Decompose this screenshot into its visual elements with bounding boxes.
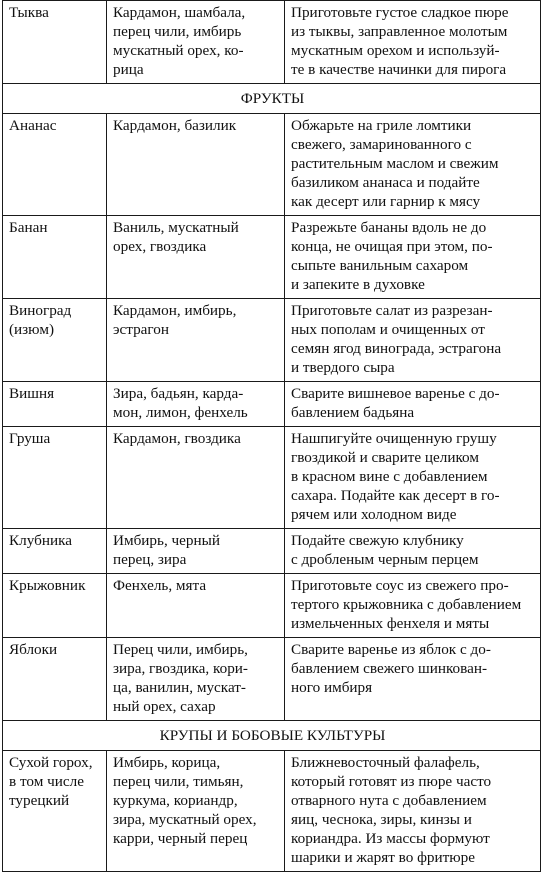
cell-text-line: Приготовьте салат из разрезан- (291, 302, 493, 319)
cell-text-line: Кардамон, имбирь, (113, 302, 237, 319)
recipe-tip-cell (285, 299, 541, 382)
recipe-tip-cell (285, 427, 541, 529)
table-row (3, 299, 541, 382)
cell-text-line: отварного нута с добавлением (291, 792, 487, 809)
cell-text-line: перец чили, имбирь (113, 23, 242, 40)
spices-cell (107, 1, 285, 84)
cell-text-line: Подайте свежую клубнику (291, 532, 464, 549)
cell-text-line: перец, зира (113, 551, 187, 568)
cell-text-line: карри, черный перец (113, 830, 248, 847)
cell-text-line: ный орех, сахар (113, 698, 216, 715)
cell-text-line: Кардамон, гвоздика (113, 430, 241, 447)
cell-text-line: Сухой горох, (9, 754, 93, 771)
table-row (3, 1, 541, 84)
product-cell (3, 216, 107, 299)
table-row (3, 216, 541, 299)
cell-text-line: ных пополам и очищенных от (291, 321, 485, 338)
cell-text-line: Зира, бадьян, карда- (113, 385, 244, 402)
cell-text-line: Виноград (9, 302, 72, 319)
section-header-row (3, 84, 541, 114)
recipe-tip-cell (285, 1, 541, 84)
cell-text-line: Тыква (9, 4, 49, 21)
cell-text-line: бавлением бадьяна (291, 404, 415, 421)
cell-text-line: зира, гвоздика, кори- (113, 660, 248, 677)
cell-text-line: Фенхель, мята (113, 577, 207, 594)
spices-cell (107, 382, 285, 427)
cell-text-line: измельченных фенхеля и мяты (291, 615, 490, 632)
cell-text-line: как десерт или гарнир к мясу (291, 193, 481, 210)
table-row (3, 529, 541, 574)
spices-cell (107, 114, 285, 216)
table-row (3, 382, 541, 427)
product-cell (3, 751, 107, 872)
cell-text-line: Кардамон, базилик (113, 117, 237, 134)
cell-text-line: перец чили, тимьян, (113, 773, 244, 790)
cell-text-line: из тыквы, заправленное молотым (291, 23, 508, 40)
spices-cell (107, 299, 285, 382)
spices-cell (107, 529, 285, 574)
cell-text-line: Разрежьте бананы вдоль не до (291, 219, 487, 236)
cell-text-line: зира, мускатный орех, (113, 811, 257, 828)
cell-text-line: турецкий (9, 792, 70, 809)
cell-text-line: Ваниль, мускатный (113, 219, 239, 236)
cell-text-line: (изюм) (9, 321, 54, 338)
cell-text-line: семян ягод винограда, эстрагона (291, 340, 502, 357)
cell-text-line: Сварите вишневое варенье с до- (291, 385, 500, 402)
cell-text-line: сахара. Подайте как десерт в го- (291, 487, 500, 504)
cell-text-line: Ближневосточный фалафель, (291, 754, 480, 771)
spices-cell (107, 574, 285, 638)
cell-text-line: Яблоки (9, 641, 58, 658)
cell-text-line: бавлением свежего шинкован- (291, 660, 488, 677)
recipe-tip-cell (285, 751, 541, 872)
cell-text-line: конца, не очищая при этом, по- (291, 238, 493, 255)
cell-text-line: гвоздикой и сварите целиком (291, 449, 479, 466)
cell-text-line: ного имбиря (291, 679, 373, 696)
cell-text-line: Груша (9, 430, 51, 447)
table-row (3, 427, 541, 529)
recipe-tip-cell (285, 382, 541, 427)
product-cell (3, 529, 107, 574)
cell-text-line: Банан (9, 219, 48, 236)
spices-cell (107, 751, 285, 872)
recipe-tip-cell (285, 216, 541, 299)
cell-text-line: Приготовьте густое сладкое пюре (291, 4, 509, 21)
spices-cell (107, 427, 285, 529)
cell-text-line: мон, лимон, фенхель (113, 404, 248, 421)
product-cell (3, 427, 107, 529)
product-cell (3, 382, 107, 427)
product-cell (3, 574, 107, 638)
cell-text-line: сыпьте ванильным сахаром (291, 257, 469, 274)
cell-text-line: Сварите варенье из яблок с до- (291, 641, 491, 658)
section-title: ФРУКТЫ (3, 84, 541, 114)
cell-text-line: орех, гвоздика (113, 238, 207, 255)
section-header-row (3, 721, 541, 751)
spice-pairing-table (2, 0, 541, 872)
cell-text-line: шарики и жарят во фритюре (291, 849, 475, 866)
table-row (3, 638, 541, 721)
product-cell (3, 114, 107, 216)
cell-text-line: Имбирь, черный (113, 532, 220, 549)
cell-text-line: Перец чили, имбирь, (113, 641, 248, 658)
table-row (3, 114, 541, 216)
spices-cell (107, 216, 285, 299)
cell-text-line: кориандра. Из массы формуют (291, 830, 490, 847)
table-row (3, 751, 541, 872)
table-row (3, 574, 541, 638)
cell-text-line: те в качестве начинки для пирога (291, 61, 507, 78)
cell-text-line: Нашпигуйте очищенную грушу (291, 430, 497, 447)
cell-text-line: мускатный орех, ко- (113, 42, 244, 59)
recipe-tip-cell (285, 114, 541, 216)
cell-text-line: Клубника (9, 532, 72, 549)
cell-text-line: Обжарьте на гриле ломтики (291, 117, 472, 134)
cell-text-line: Ананас (9, 117, 57, 134)
recipe-tip-cell (285, 638, 541, 721)
cell-text-line: тертого крыжовника с добавлением (291, 596, 522, 613)
cell-text-line: Крыжовник (9, 577, 86, 594)
product-cell (3, 299, 107, 382)
cell-text-line: Кардамон, шамбала, (113, 4, 246, 21)
cell-text-line: ца, ванилин, мускат- (113, 679, 246, 696)
section-title: КРУПЫ И БОБОВЫЕ КУЛЬТУРЫ (3, 721, 541, 751)
cell-text-line: мускатным орехом и используй- (291, 42, 500, 59)
cell-text-line: базиликом ананаса и подайте (291, 174, 480, 191)
cell-text-line: рячем или холодном виде (291, 506, 457, 523)
cell-text-line: с дробленым черным перцем (291, 551, 479, 568)
cell-text-line: рица (113, 61, 144, 78)
cell-text-line: эстрагон (113, 321, 169, 338)
cell-text-line: Вишня (9, 385, 55, 402)
cell-text-line: Имбирь, корица, (113, 754, 221, 771)
cell-text-line: и запеките в духовке (291, 276, 425, 293)
cell-text-line: яиц, чеснока, зиры, кинзы и (291, 811, 472, 828)
table-body (3, 1, 541, 872)
cell-text-line: в том числе (9, 773, 84, 790)
cell-text-line: который готовят из пюре часто (291, 773, 492, 790)
spices-cell (107, 638, 285, 721)
cell-text-line: в красном вине с добавлением (291, 468, 488, 485)
cell-text-line: растительным маслом и свежим (291, 155, 499, 172)
cell-text-line: куркума, кориандр, (113, 792, 238, 809)
recipe-tip-cell (285, 574, 541, 638)
cell-text-line: Приготовьте соус из свежего про- (291, 577, 509, 594)
cell-text-line: и твердого сыра (291, 359, 395, 376)
product-cell (3, 1, 107, 84)
recipe-tip-cell (285, 529, 541, 574)
cell-text-line: свежего, замаринованного с (291, 136, 472, 153)
product-cell (3, 638, 107, 721)
